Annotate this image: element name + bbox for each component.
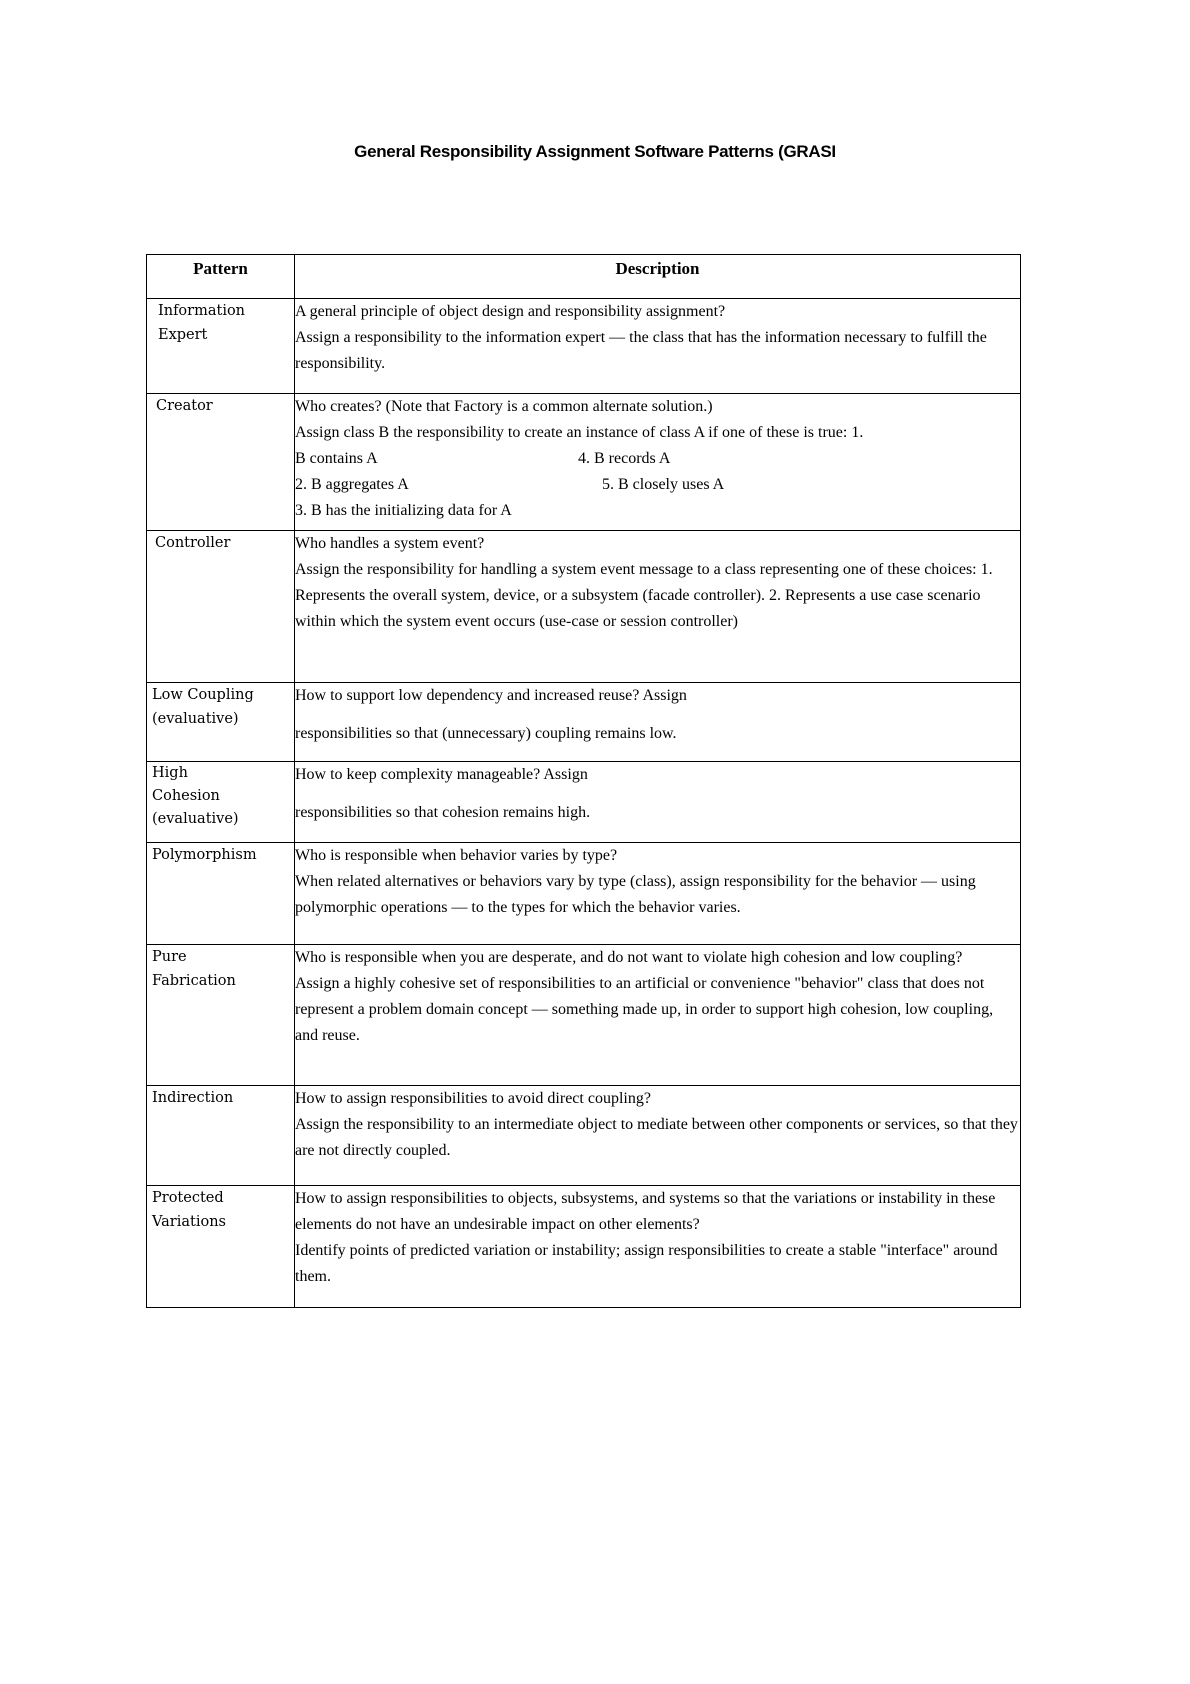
pattern-name: Expert: [158, 327, 208, 343]
description-question: A general principle of object design and responsibility assignment?: [295, 303, 726, 320]
pattern-cell: [147, 394, 295, 531]
description-answer: responsibilities so that (unnecessary) coupling remains low.: [295, 725, 677, 742]
description-answer: Assign the responsibility for handling a system event message to a class representing one of these choices: 1. Represents the overall system, device, or a subsystem (facade controller). 2. Represents a use case scenario within which the system event occurs (use-case or session controller): [295, 561, 993, 630]
description-cell: [295, 1186, 1021, 1308]
description-cell: [295, 299, 1021, 394]
description-cell: [295, 1086, 1021, 1186]
description-cell: [295, 394, 1021, 531]
description-answer: Identify points of predicted variation or instability; assign responsibilities to create a stable "interface" around them.: [295, 1242, 998, 1285]
description-question: Who is responsible when you are desperate, and do not want to violate high cohesion and low coupling?: [295, 949, 963, 966]
pattern-name: (evaluative): [152, 711, 239, 727]
description-cell: [295, 683, 1021, 762]
creator-conditions: B contains A 4. B records A: [295, 450, 671, 467]
pattern-name: Variations: [152, 1214, 226, 1230]
pattern-name: High: [152, 765, 188, 781]
pattern-name: Polymorphism: [152, 847, 257, 863]
description-question: How to assign responsibilities to avoid direct coupling?: [295, 1090, 651, 1107]
pattern-cell: [147, 843, 295, 945]
pattern-name: (evaluative): [152, 811, 239, 827]
pattern-name: Low Coupling: [152, 687, 254, 703]
pattern-name: Creator: [156, 398, 213, 414]
pattern-cell: [147, 1186, 295, 1308]
pattern-cell: [147, 762, 295, 843]
table-row: [147, 683, 1021, 762]
description-question: How to keep complexity manageable? Assign: [295, 766, 588, 783]
table-row: [147, 1186, 1021, 1308]
pattern-cell: [147, 299, 295, 394]
description-answer: Assign a highly cohesive set of responsibilities to an artificial or convenience "behavior" class that does not represent a problem domain concept — something made up, in order to support high cohesion, low coupling, and reuse.: [295, 975, 994, 1044]
description-cell: [295, 945, 1021, 1086]
pattern-name: Indirection: [152, 1090, 234, 1106]
table-row: [147, 531, 1021, 683]
creator-conditions: 3. B has the initializing data for A: [295, 502, 512, 519]
description-cell: [295, 843, 1021, 945]
table-row: [147, 843, 1021, 945]
pattern-name: Fabrication: [152, 973, 236, 989]
description-question: Who creates? (Note that Factory is a common alternate solution.): [295, 398, 713, 415]
description-answer: responsibilities so that cohesion remains high.: [295, 804, 591, 821]
grasp-table: [146, 254, 1021, 1308]
pattern-name: Cohesion: [152, 788, 220, 804]
table-row: [147, 762, 1021, 843]
description-question: How to assign responsibilities to objects, subsystems, and systems so that the variations or instability in these elements do not have an undesirable impact on other elements?: [295, 1190, 996, 1233]
description-answer: Assign class B the responsibility to create an instance of class A if one of these is true: 1.: [295, 424, 864, 441]
table-row: [147, 394, 1021, 531]
pattern-cell: [147, 531, 295, 683]
creator-conditions: 2. B aggregates A 5. B closely uses A: [295, 476, 725, 493]
table-row: [147, 1086, 1021, 1186]
description-cell: [295, 762, 1021, 843]
header-description: Description: [295, 255, 1021, 299]
description-answer: Assign the responsibility to an intermediate object to mediate between other components or services, so that they are not directly coupled.: [295, 1116, 1018, 1159]
pattern-name: Pure: [152, 949, 187, 965]
description-answer: When related alternatives or behaviors vary by type (class), assign responsibility for the behavior — using polymorphic operations — to the types for which the behavior varies.: [295, 873, 976, 916]
pattern-name: Controller: [155, 535, 231, 551]
table-row: [147, 299, 1021, 394]
description-question: Who is responsible when behavior varies by type?: [295, 847, 618, 864]
document-title: General Responsibility Assignment Software Patterns (GRASI: [354, 142, 836, 161]
description-cell: [295, 531, 1021, 683]
pattern-cell: [147, 683, 295, 762]
pattern-cell: [147, 1086, 295, 1186]
pattern-cell: [147, 945, 295, 1086]
table-row: [147, 945, 1021, 1086]
description-question: How to support low dependency and increased reuse? Assign: [295, 687, 687, 704]
header-pattern: Pattern: [147, 255, 295, 299]
description-question: Who handles a system event?: [295, 535, 485, 552]
pattern-name: Information: [158, 303, 246, 319]
table-header-row: [147, 255, 1021, 299]
description-answer: Assign a responsibility to the information expert — the class that has the information necessary to fulfill the responsibility.: [295, 329, 987, 372]
pattern-name: Protected: [152, 1190, 224, 1206]
